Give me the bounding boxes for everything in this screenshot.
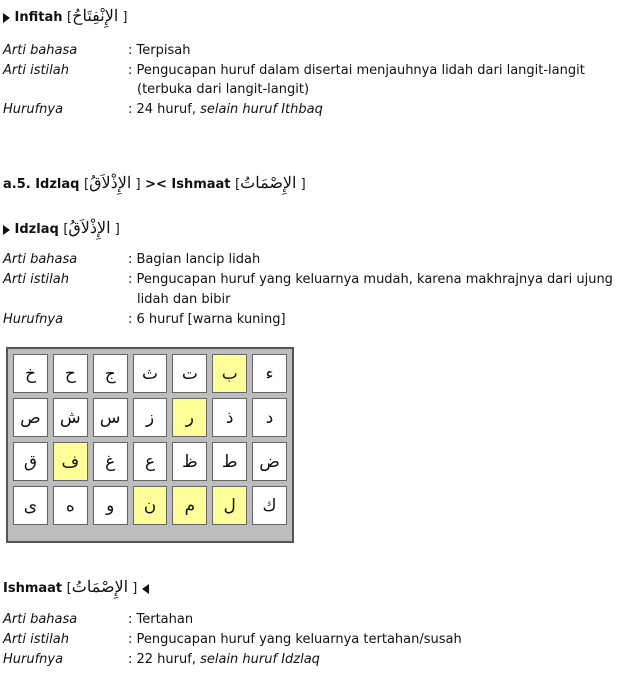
idzlaq-bahasa-label: Arti bahasa — [3, 252, 78, 267]
letter-cell: ل — [212, 486, 247, 525]
letter-cell: س — [93, 398, 128, 437]
infitah-hurufnya-label: Hurufnya — [3, 102, 64, 117]
ishmaat-hurufnya-label: Hurufnya — [3, 652, 64, 667]
letter-cell: ب — [212, 354, 247, 393]
triangle-right-icon — [3, 13, 10, 23]
infitah-istilah-label: Arti istilah — [3, 63, 69, 78]
letter-row — [13, 398, 287, 437]
letter-cell: ص — [13, 398, 48, 437]
letter-cell: ر — [172, 398, 207, 437]
letter-row — [13, 442, 287, 481]
ishmaat-heading: Ishmaat [الإِصْمَاتُ ] — [3, 577, 149, 596]
infitah-istilah-line1: : Pengucapan huruf dalam disertai menjauhnya lidah dari langit-langit — [128, 63, 585, 78]
section-heading: a.5. Idzlaq [الإِذْلاَقُ ] >< Ishmaat [الإِصْمَاتُ ] — [3, 173, 306, 192]
idzlaq-hurufnya-value: : 6 huruf [warna kuning] — [128, 312, 286, 327]
triangle-right-icon — [3, 225, 10, 235]
letter-cell: ف — [53, 442, 88, 481]
idzlaq-bahasa-value: : Bagian lancip lidah — [128, 252, 261, 267]
letter-table — [8, 349, 292, 530]
idzlaq-istilah-label: Arti istilah — [3, 272, 69, 287]
hijaiyah-letter-grid — [6, 347, 294, 543]
letter-cell: غ — [93, 442, 128, 481]
letter-cell: د — [252, 398, 287, 437]
letter-cell: ج — [93, 354, 128, 393]
letter-cell: ت — [172, 354, 207, 393]
letter-cell: ى — [13, 486, 48, 525]
ishmaat-istilah-line1: : Pengucapan huruf yang keluarnya tertahan/susah — [128, 632, 462, 647]
idzlaq-hurufnya-label: Hurufnya — [3, 312, 64, 327]
idzlaq-heading: Idzlaq [الإِذْلاَقُ ] — [3, 218, 120, 237]
letter-cell: م — [172, 486, 207, 525]
letter-cell: خ — [13, 354, 48, 393]
letter-cell: ح — [53, 354, 88, 393]
letter-row — [13, 354, 287, 393]
letter-cell: ض — [252, 442, 287, 481]
letter-cell: ن — [133, 486, 168, 525]
letter-cell: ء — [252, 354, 287, 393]
letter-cell: ع — [133, 442, 168, 481]
idzlaq-istilah-line2: lidah dan bibir — [137, 292, 231, 307]
ishmaat-bahasa-label: Arti bahasa — [3, 612, 78, 627]
ishmaat-bahasa-value: : Tertahan — [128, 612, 194, 627]
letter-cell: ذ — [212, 398, 247, 437]
letter-cell: ط — [212, 442, 247, 481]
letter-cell: ق — [13, 442, 48, 481]
ishmaat-istilah-label: Arti istilah — [3, 632, 69, 647]
letter-cell: ظ — [172, 442, 207, 481]
infitah-heading: Infitah [الإِنْفِتَاحُ ] — [3, 6, 128, 25]
letter-cell: ث — [133, 354, 168, 393]
idzlaq-istilah-line1: : Pengucapan huruf yang keluarnya mudah, karena makhrajnya dari ujung — [128, 272, 613, 287]
letter-cell: ه — [53, 486, 88, 525]
ishmaat-hurufnya-value: : 22 huruf, selain huruf Idzlaq — [128, 652, 320, 667]
letter-cell: ز — [133, 398, 168, 437]
infitah-istilah-line2: (terbuka dari langit-langit) — [137, 82, 310, 97]
letter-cell: ك — [252, 486, 287, 525]
letter-cell: ش — [53, 398, 88, 437]
triangle-left-icon — [142, 584, 149, 594]
letter-cell: و — [93, 486, 128, 525]
letter-row — [13, 486, 287, 525]
infitah-bahasa-label: Arti bahasa — [3, 43, 78, 58]
infitah-bahasa-value: : Terpisah — [128, 43, 191, 58]
infitah-hurufnya-value: : 24 huruf, selain huruf Ithbaq — [128, 102, 323, 117]
